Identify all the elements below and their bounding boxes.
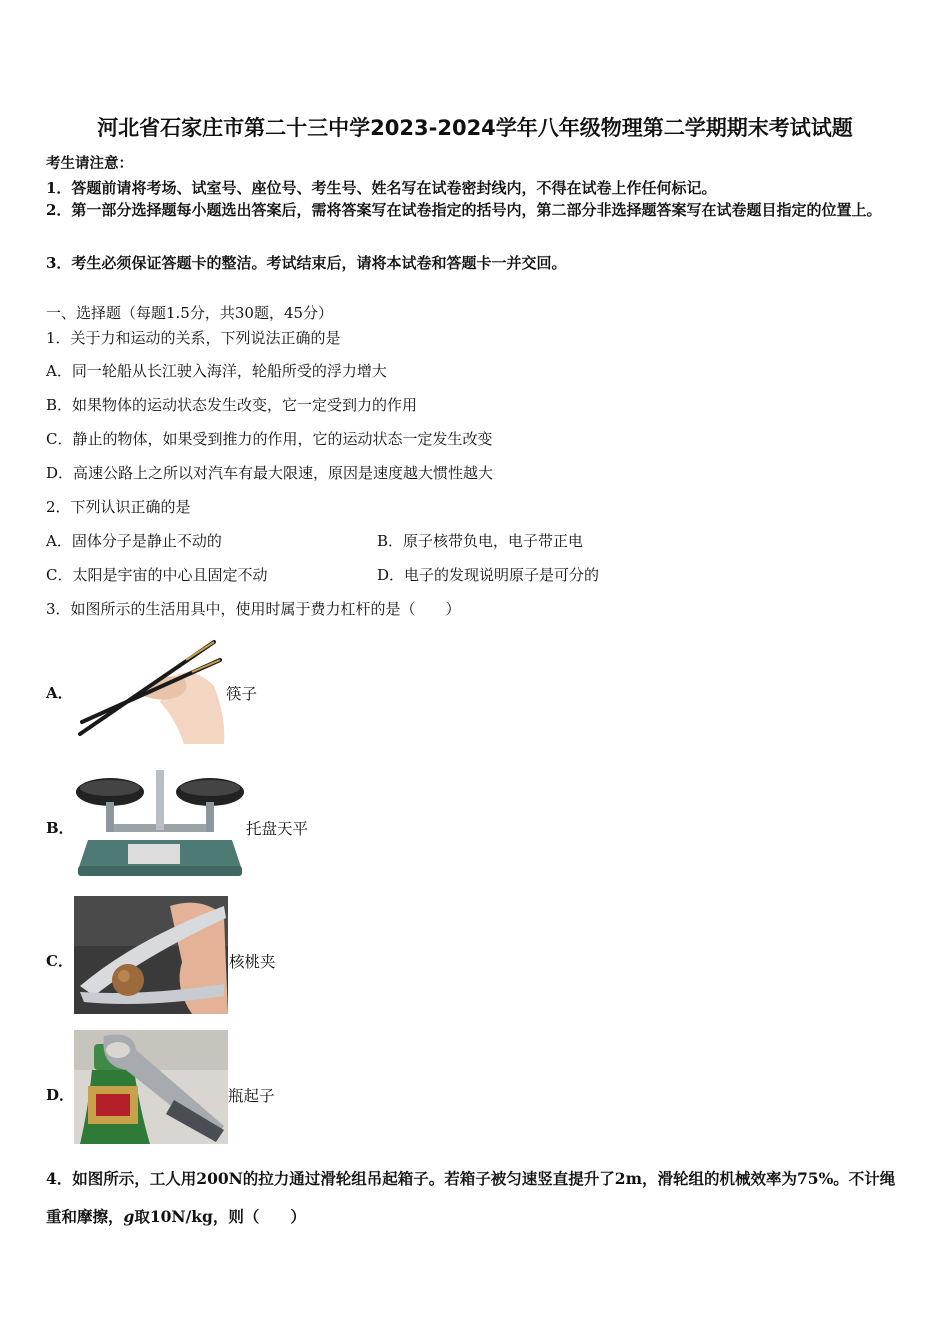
bottle-opener-image	[74, 1030, 228, 1144]
q2-option-b: B．原子核带负电，电子带正电	[377, 532, 584, 550]
q1-option-a: A．同一轮船从长江驶入海洋，轮船所受的浮力增大	[46, 362, 387, 380]
q4-stem-tail: 取10N/kg，则（ ）	[134, 1207, 306, 1226]
section-heading: 一、选择题（每题1.5分，共30题，45分）	[46, 304, 334, 322]
q1-option-d: D．高速公路上之所以对汽车有最大限速，原因是速度越大惯性越大	[46, 464, 494, 482]
chopsticks-image	[74, 636, 226, 744]
q1-option-c: C．静止的物体，如果受到推力的作用，它的运动状态一定发生改变	[46, 430, 493, 448]
q2-stem: 2．下列认识正确的是	[46, 498, 191, 516]
q4-g-symbol: g	[123, 1207, 135, 1226]
q1-stem: 1．关于力和运动的关系，下列说法正确的是	[46, 329, 341, 347]
q3-option-d-label: D．	[46, 1086, 75, 1104]
q2-option-a: A．固体分子是静止不动的	[46, 532, 222, 550]
nutcracker-image	[74, 896, 228, 1014]
q3-option-c-caption: 核桃夹	[229, 953, 276, 971]
q2-option-d: D．电子的发现说明原子是可分的	[377, 566, 600, 584]
q3-option-b-label: B．	[46, 819, 74, 837]
notice-heading: 考生请注意：	[46, 155, 133, 172]
q3-option-d-caption: 瓶起子	[228, 1087, 275, 1105]
q3-option-a-caption: 筷子	[226, 685, 258, 703]
balance-scale-image	[74, 766, 246, 880]
notice-item-1: 1．答题前请将考场、试室号、座位号、考生号、姓名写在试卷密封线内，不得在试卷上作任何标记。	[46, 179, 717, 197]
q4-stem	[46, 1160, 908, 1236]
q1-option-b: B．如果物体的运动状态发生改变，它一定受到力的作用	[46, 396, 418, 414]
q4-stem-text: 4．如图所示，工人用200N的拉力通过滑轮组吊起箱子。若箱子被匀速竖直提升了2m，滑轮组的机械效率为75%。不计绳重和摩擦，	[46, 1169, 896, 1226]
q3-option-a-label: A．	[46, 684, 73, 702]
q3-option-b-caption: 托盘天平	[246, 820, 309, 838]
q2-option-c: C．太阳是宇宙的中心且固定不动	[46, 566, 268, 584]
q3-option-c-label: C．	[46, 952, 73, 970]
q3-stem: 3．如图所示的生活用具中，使用时属于费力杠杆的是（ ）	[46, 600, 461, 618]
notice-item-3: 3．考生必须保证答题卡的整洁。考试结束后，请将本试卷和答题卡一并交回。	[46, 254, 567, 272]
exam-title: 河北省石家庄市第二十三中学2023-2024学年八年级物理第二学期期末考试试题	[97, 116, 853, 140]
notice-item-2: 2．第一部分选择题每小题选出答案后，需将答案写在试卷指定的括号内，第二部分非选择题答案写在试卷题目指定的位置上。	[46, 201, 882, 219]
